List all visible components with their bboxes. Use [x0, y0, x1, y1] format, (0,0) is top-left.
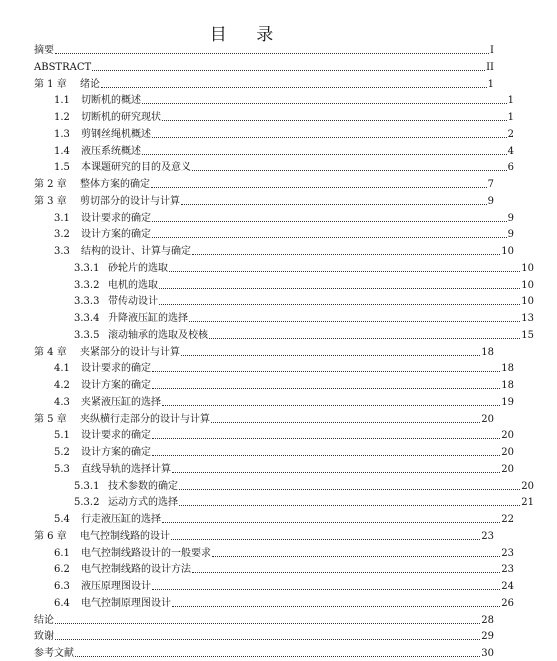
- toc-leader-dots: [152, 136, 507, 138]
- toc-leader-dots: [169, 270, 520, 272]
- toc-entry-label: 切断机的研究现状: [81, 112, 161, 123]
- toc-entry[interactable]: [0, 208, 537, 225]
- toc-entry-page: 9: [507, 229, 514, 241]
- toc-entry-page: II: [486, 61, 494, 73]
- toc-entry-page: 23: [481, 530, 494, 542]
- toc-entry[interactable]: [0, 593, 537, 610]
- toc-entry[interactable]: [0, 526, 517, 543]
- toc-entry-page: 28: [481, 614, 494, 626]
- toc-entry-label: 夹紧液压缸的选择: [81, 396, 161, 408]
- toc-leader-dots: [192, 169, 507, 171]
- toc-entry-label: 绪论: [80, 78, 100, 90]
- toc-entry-page: 7: [487, 179, 494, 190]
- toc-entry-page: 20: [521, 480, 534, 492]
- toc-entry-label: 结构的设计、计算与确定: [81, 246, 191, 257]
- toc-entry-number: 5.4: [54, 514, 70, 525]
- toc-entry[interactable]: [0, 275, 557, 292]
- toc-entry-label: ABSTRACT: [34, 61, 92, 73]
- toc-leader-dots: [189, 320, 520, 322]
- toc-entry-label: 剪切部分的设计与计算: [80, 195, 180, 207]
- toc-entry[interactable]: [0, 392, 537, 409]
- toc-leader-dots: [179, 504, 520, 506]
- toc-leader-dots: [162, 404, 500, 406]
- toc-entry[interactable]: [0, 241, 537, 258]
- toc-leader-dots: [101, 86, 487, 88]
- toc-entry-page: 20: [501, 463, 514, 475]
- toc-entry[interactable]: [0, 174, 517, 191]
- toc-entry[interactable]: [0, 124, 537, 141]
- toc-entry-page: 23: [501, 547, 514, 559]
- toc-entry[interactable]: [0, 409, 517, 426]
- toc-entry-number: 4.1: [54, 363, 70, 375]
- toc-entry-number: 1.4: [54, 145, 70, 157]
- toc-entry-label: 摘要: [34, 45, 54, 56]
- toc-entry[interactable]: [0, 157, 537, 174]
- toc-entry[interactable]: [0, 425, 537, 442]
- toc-entry-page: 24: [501, 581, 514, 592]
- toc-entry-number: 5.3.1: [74, 480, 100, 492]
- toc-entry[interactable]: [0, 492, 557, 509]
- toc-entry-number: 3.3.1: [74, 262, 100, 274]
- toc-entry-page: I: [490, 45, 494, 56]
- toc-entry-page: 20: [501, 447, 514, 458]
- toc-entry-page: 10: [501, 246, 514, 257]
- toc-leader-dots: [181, 203, 487, 205]
- toc-leader-dots: [162, 521, 500, 523]
- toc-entry-number: 4.3: [54, 396, 70, 408]
- toc-entry-page: 10: [521, 279, 534, 291]
- toc-entry-number: 3.2: [54, 229, 70, 241]
- toc-entry-label: 设计方案的确定: [81, 380, 151, 391]
- toc-leader-dots: [55, 52, 489, 54]
- toc-entry-label: 电气控制线路的设计: [80, 530, 170, 542]
- toc-leader-dots: [142, 153, 507, 155]
- toc-entry-label: 设计方案的确定: [81, 229, 151, 241]
- toc-entry-number: 1.5: [54, 162, 70, 174]
- toc-entry-label: 电气控制原理图设计: [81, 597, 171, 609]
- toc-entry-number: 1.3: [54, 128, 70, 140]
- toc-entry[interactable]: [0, 342, 517, 359]
- toc-entry-label: 设计要求的确定: [81, 363, 151, 375]
- toc-entry-label: 电机的选取: [108, 279, 158, 291]
- toc-entry-page: 19: [501, 396, 514, 408]
- toc-entry-label: 带传动设计: [108, 296, 158, 308]
- toc-leader-dots: [181, 354, 480, 356]
- toc-entry-number: 第 6 章: [34, 530, 67, 542]
- toc-leader-dots: [92, 69, 485, 71]
- toc-entry-page: 20: [501, 430, 514, 442]
- toc-entry-label: 整体方案的确定: [80, 179, 150, 190]
- toc-entry-label: 砂轮片的选取: [108, 262, 168, 274]
- toc-entry-label: 升降液压缸的选择: [108, 313, 188, 324]
- toc-entry-label: 直线导轨的选择计算: [81, 463, 171, 475]
- toc-entry[interactable]: [0, 57, 517, 74]
- toc-entry-label: 行走液压缸的选择: [81, 514, 161, 525]
- toc-leader-dots: [179, 488, 520, 490]
- toc-entry-label: 电气控制线路的设计方法: [81, 564, 191, 576]
- toc-entry-number: 6.3: [54, 581, 70, 592]
- toc-entry[interactable]: [0, 626, 517, 643]
- toc-entry-label: 技术参数的确定: [108, 480, 178, 492]
- toc-entry[interactable]: [0, 610, 517, 627]
- toc-entry-page: 18: [481, 346, 494, 358]
- toc-leader-dots: [211, 421, 480, 423]
- toc-entry[interactable]: [0, 258, 557, 275]
- toc-entry-page: 1: [487, 78, 494, 90]
- toc-entry-label: 设计方案的确定: [81, 447, 151, 458]
- toc-entry-label: 电气控制线路设计的一般要求: [81, 547, 211, 559]
- toc-entry-number: 6.2: [54, 564, 70, 576]
- toc-leader-dots: [159, 287, 520, 289]
- toc-entry[interactable]: [0, 476, 557, 493]
- toc-entry-page: 29: [481, 631, 494, 643]
- toc-entry-number: 4.2: [54, 380, 70, 391]
- toc-entry[interactable]: [0, 643, 517, 660]
- toc-leader-dots: [162, 119, 507, 121]
- toc-entry-label: 设计要求的确定: [81, 212, 151, 224]
- toc-leader-dots: [152, 236, 507, 238]
- toc-entry-page: 1: [507, 112, 514, 123]
- toc-entry-number: 5.3.2: [74, 497, 100, 509]
- toc-entry[interactable]: [0, 559, 537, 576]
- toc-leader-dots: [152, 370, 500, 372]
- toc-leader-dots: [151, 186, 487, 188]
- toc-entry-page: 2: [507, 128, 514, 140]
- toc-entry-number: 第 2 章: [34, 179, 67, 190]
- toc-entry-label: 参考文献: [34, 648, 74, 659]
- toc-leader-dots: [172, 471, 500, 473]
- toc-entry-label: 结论: [34, 614, 54, 626]
- toc-entry[interactable]: [0, 442, 537, 459]
- toc-entry-page: 20: [481, 413, 494, 425]
- toc-entry-page: 30: [481, 648, 494, 659]
- toc-leader-dots: [142, 102, 507, 104]
- toc-entry-number: 5.2: [54, 447, 70, 458]
- toc-entry[interactable]: [0, 375, 537, 392]
- toc-leader-dots: [192, 571, 500, 573]
- toc-entry-number: 第 1 章: [34, 78, 67, 90]
- toc-leader-dots: [212, 555, 500, 557]
- toc-entry-number: 6.4: [54, 597, 70, 609]
- toc-entry-page: 26: [501, 597, 514, 609]
- toc-entry-page: 22: [501, 514, 514, 525]
- toc-entry-label: 致谢: [34, 631, 54, 643]
- toc-entry[interactable]: [0, 74, 517, 91]
- toc-entry-label: 夹纵横行走部分的设计与计算: [80, 413, 210, 425]
- toc-entry-number: 第 3 章: [34, 195, 67, 207]
- toc-entry-page: 9: [507, 212, 514, 224]
- toc-entry[interactable]: [0, 141, 537, 158]
- toc-entry[interactable]: [0, 325, 557, 342]
- toc-entry[interactable]: [0, 107, 537, 124]
- toc-entry-page: 18: [501, 363, 514, 375]
- toc-entry-number: 第 4 章: [34, 346, 67, 358]
- toc-entry-label: 液压原理图设计: [81, 581, 151, 592]
- toc-entry-label: 剪钢丝绳机概述: [81, 128, 151, 140]
- toc-entry-label: 本课题研究的目的及意义: [81, 162, 191, 174]
- toc-leader-dots: [55, 638, 480, 640]
- toc-entry-number: 3.3.4: [74, 313, 100, 324]
- toc-leader-dots: [159, 303, 520, 305]
- toc-entry-page: 6: [507, 162, 514, 174]
- toc-entry-page: 23: [501, 564, 514, 576]
- toc-entry[interactable]: [0, 543, 537, 560]
- toc-entry-number: 1.2: [54, 112, 70, 123]
- toc-entry-page: 1: [507, 95, 514, 107]
- toc-entry[interactable]: [0, 576, 537, 593]
- toc-entry-page: 4: [507, 145, 514, 157]
- toc-entry-page: 10: [521, 262, 534, 274]
- toc-leader-dots: [172, 605, 500, 607]
- toc-entry[interactable]: [0, 358, 537, 375]
- toc-entry-page: 18: [501, 380, 514, 391]
- toc-leader-dots: [55, 622, 480, 624]
- toc-entry-page: 9: [487, 195, 494, 207]
- toc-leader-dots: [192, 253, 500, 255]
- toc-entry[interactable]: [0, 191, 517, 208]
- toc-leader-dots: [171, 538, 480, 540]
- toc-leader-dots: [152, 387, 500, 389]
- toc-entry-label: 夹紧部分的设计与计算: [80, 346, 180, 358]
- toc-entry-label: 设计要求的确定: [81, 430, 151, 442]
- toc-entry-page: 15: [521, 329, 534, 341]
- toc-entry[interactable]: [0, 509, 537, 526]
- toc-entry-label: 液压系统概述: [81, 145, 141, 157]
- toc-entry-number: 3.3: [54, 246, 70, 257]
- toc-entry-number: 5.1: [54, 430, 70, 442]
- toc-entry-number: 3.3.5: [74, 329, 100, 341]
- toc-entry-number: 6.1: [54, 547, 70, 559]
- toc-entry-number: 3.3.2: [74, 279, 100, 291]
- toc-entry-page: 13: [521, 313, 534, 324]
- toc-entry[interactable]: [0, 224, 537, 241]
- toc-entry-page: 10: [521, 296, 534, 308]
- toc-entry[interactable]: [0, 291, 557, 308]
- toc-entry-label: 切断机的概述: [81, 95, 141, 107]
- toc-entry-number: 1.1: [54, 95, 70, 107]
- toc-leader-dots: [152, 437, 500, 439]
- toc-entry[interactable]: [0, 308, 557, 325]
- toc-entry-label: 运动方式的选择: [108, 497, 178, 509]
- toc-entry-label: 滚动轴承的选取及校核: [108, 329, 208, 341]
- toc-entry[interactable]: [0, 40, 517, 57]
- toc-leader-dots: [152, 454, 500, 456]
- toc-leader-dots: [152, 588, 500, 590]
- toc-leader-dots: [209, 337, 520, 339]
- toc-entry-number: 第 5 章: [34, 413, 67, 425]
- toc-entry-number: 3.3.3: [74, 296, 100, 308]
- toc-entry[interactable]: [0, 459, 537, 476]
- toc-entry-number: 3.1: [54, 212, 70, 224]
- toc-entry-number: 5.3: [54, 463, 70, 475]
- page-title: 目 录: [209, 25, 286, 45]
- toc-leader-dots: [75, 655, 480, 657]
- toc-entry[interactable]: [0, 90, 537, 107]
- toc-leader-dots: [152, 220, 507, 222]
- toc-entry-page: 21: [521, 497, 534, 509]
